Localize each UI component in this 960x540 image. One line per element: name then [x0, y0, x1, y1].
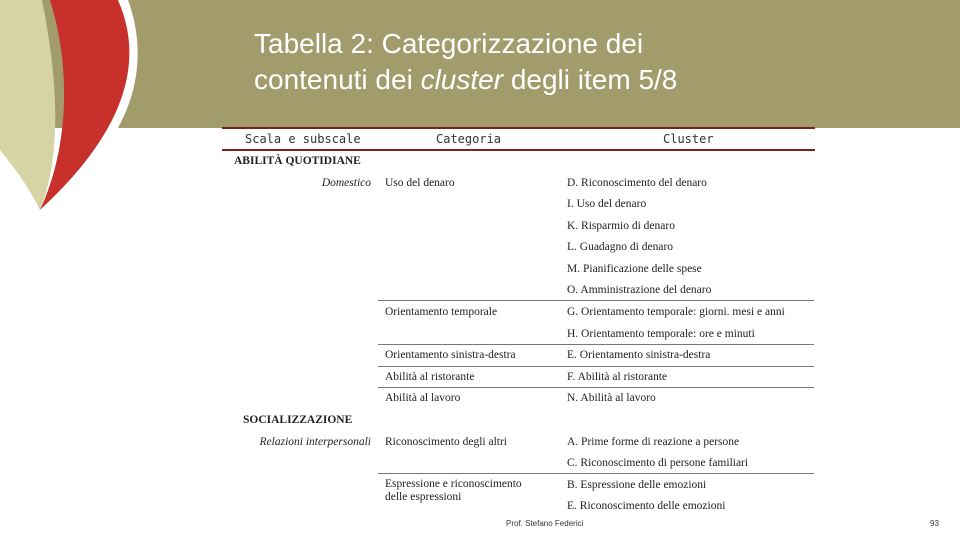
cluster-e-orientamento: E. Orientamento sinistra-destra: [567, 349, 711, 361]
category-espressione-line1: Espressione e riconoscimento: [385, 478, 522, 490]
category-riconoscimento-altri: Riconoscimento degli altri: [385, 436, 508, 448]
subscale-relazioni-interpersonali: Relazioni interpersonali: [259, 436, 371, 448]
cluster-m: M. Pianificazione delle spese: [567, 263, 702, 275]
header-category: Categoria: [436, 132, 502, 146]
cluster-c: C. Riconoscimento di persone familiari: [567, 457, 749, 469]
slide-title: [254, 26, 934, 98]
category-espressione-line2: delle espressioni: [385, 491, 462, 503]
row-divider: [378, 344, 814, 345]
title-line-2-em: cluster: [420, 64, 504, 95]
cluster-a: A. Prime forme di reazione a persone: [567, 436, 740, 448]
row-divider: [378, 300, 814, 301]
row-divider: [378, 366, 814, 367]
cluster-g: G. Orientamento temporale: giorni. mesi e anni: [567, 306, 785, 318]
category-abilita-lavoro: Abilità al lavoro: [385, 392, 461, 404]
cluster-e-riconoscimento: E. Riconoscimento delle emozioni: [567, 500, 726, 512]
table-header-rule: [222, 149, 815, 151]
row-divider: [378, 387, 814, 388]
footer-author: Prof. Stefano Federici: [506, 519, 584, 528]
header-scale: Scala e subscale: [245, 132, 361, 146]
header-cluster: Cluster: [663, 132, 714, 146]
section-abilita-quotidiane: ABILITÀ QUOTIDIANE: [234, 155, 361, 167]
cluster-n: N. Abilità al lavoro: [567, 392, 656, 404]
category-abilita-ristorante: Abilità al ristorante: [385, 371, 475, 383]
cluster-l: L. Guadagno di denaro: [567, 241, 674, 253]
subscale-domestico: Domestico: [321, 177, 371, 189]
title-line-2-post: degli item 5/8: [503, 64, 678, 95]
title-line-2-pre: contenuti dei: [254, 64, 421, 95]
cluster-d: D. Riconoscimento del denaro: [567, 177, 707, 189]
cluster-k: K. Risparmio di denaro: [567, 220, 675, 232]
page-number: 93: [930, 519, 939, 528]
cluster-i: I. Uso del denaro: [567, 198, 647, 210]
cluster-o: O. Amministrazione del denaro: [567, 284, 712, 296]
cluster-f: F. Abilità al ristorante: [567, 371, 668, 383]
cluster-h: H. Orientamento temporale: ore e minuti: [567, 328, 755, 340]
title-line-1: Tabella 2: Categorizzazione dei: [254, 28, 644, 59]
category-orientamento-sinistra-destra: Orientamento sinistra-destra: [385, 349, 516, 361]
row-divider: [378, 473, 814, 474]
decorative-swoosh: [0, 0, 240, 230]
category-uso-denaro: Uso del denaro: [385, 177, 455, 189]
category-orientamento-temporale: Orientamento temporale: [385, 306, 498, 318]
cluster-b: B. Espressione delle emozioni: [567, 479, 707, 491]
section-socializzazione: SOCIALIZZAZIONE: [243, 414, 353, 426]
table-top-rule: [222, 127, 815, 129]
